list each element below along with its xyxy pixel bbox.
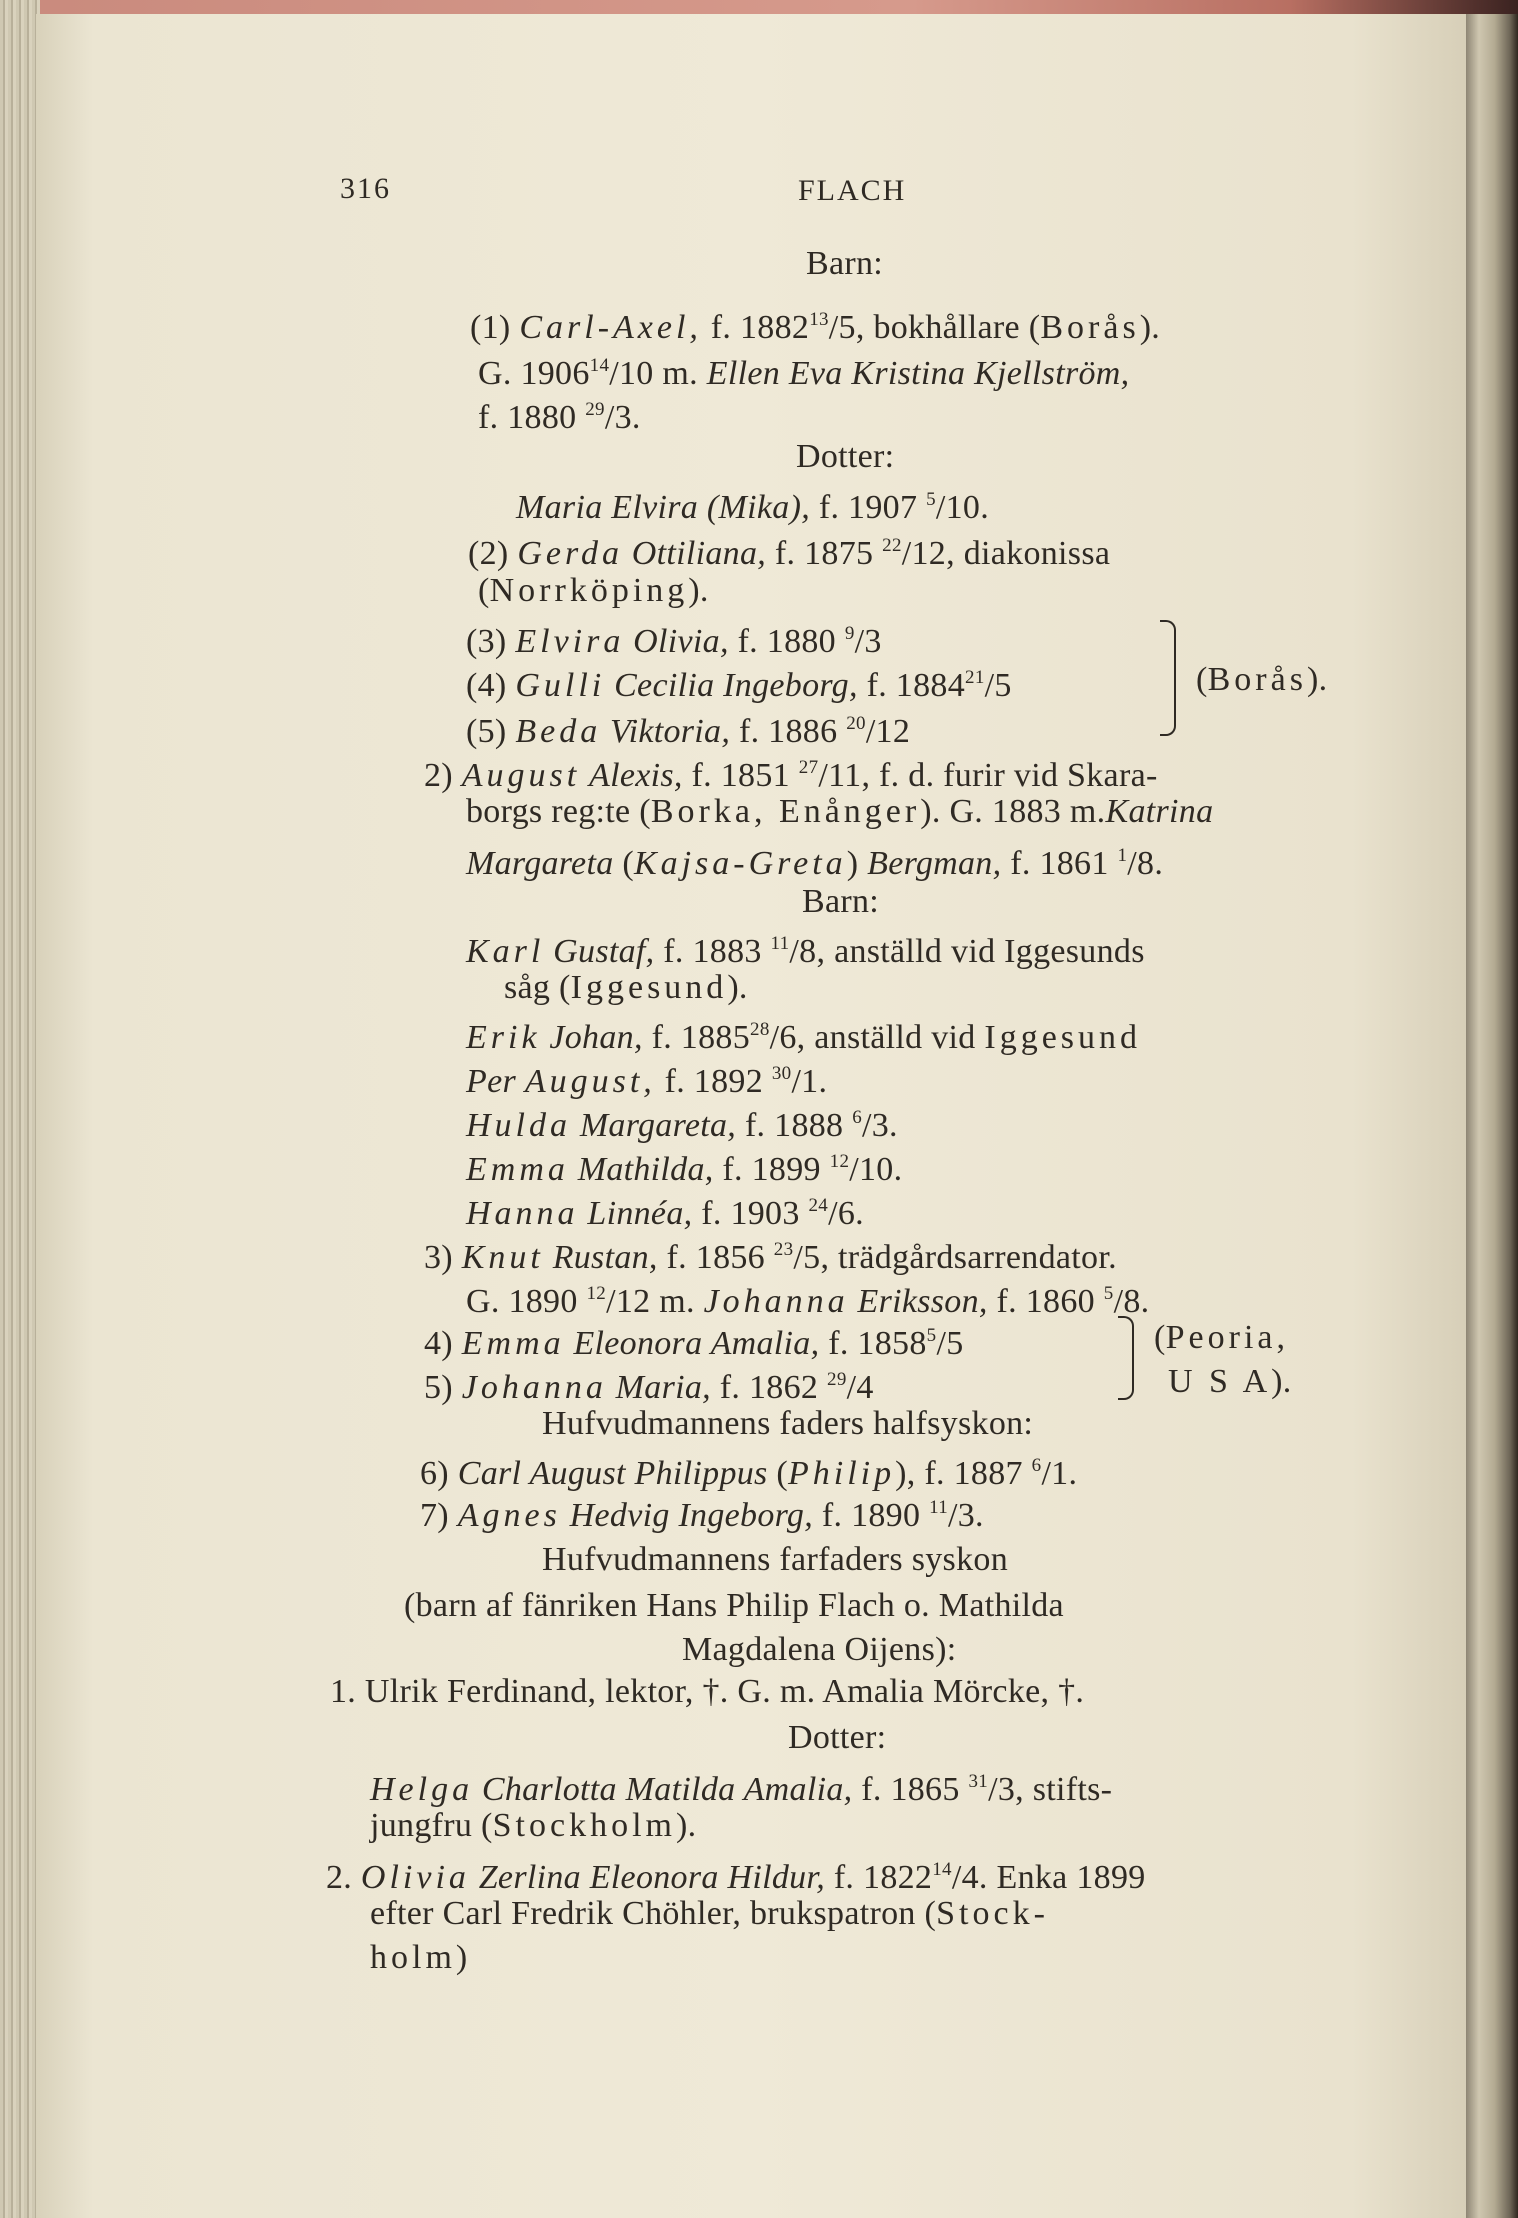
text-line: U S A). — [1168, 1363, 1292, 1400]
text-line: efter Carl Fredrik Chöhler, brukspatron (Stock- — [370, 1895, 1049, 1932]
text-line: (Norrköping). — [478, 572, 709, 609]
text-line: holm) — [370, 1939, 468, 1976]
text-line: Helga Charlotta Matilda Amalia, f. 1865 $^{31}$/3, stifts- — [370, 1771, 1113, 1808]
text-line: G. 1906$^{14}$/10 m. Ellen Eva Kristina Kjellström, — [478, 355, 1130, 392]
text-line: (Peoria, — [1154, 1319, 1289, 1356]
text-line: Karl Gustaf, f. 1883 $^{11}$/8, anställd vid Iggesunds — [466, 933, 1145, 970]
page-stack-edge — [0, 0, 40, 2218]
text-line: 2. Olivia Zerlina Eleonora Hildur, f. 1822$^{14}$/4. Enka 1899 — [326, 1859, 1146, 1896]
text-line: Hulda Margareta, f. 1888 $^6$/3. — [466, 1107, 898, 1144]
curly-brace — [1118, 1316, 1134, 1400]
text-line: Hufvudmannens faders halfsyskon: — [542, 1405, 1034, 1442]
text-line: (5) Beda Viktoria, f. 1886 $^{20}$/12 — [466, 713, 911, 750]
text-line: Erik Johan, f. 1885$^{28}$/6, anställd vid Iggesund — [466, 1019, 1142, 1056]
text-line: (2) Gerda Ottiliana, f. 1875 $^{22}$/12, diakonissa — [468, 535, 1111, 572]
text-line: (Borås). — [1196, 661, 1328, 698]
text-line: borgs reg:te (Borka, Enånger). G. 1883 m.Katrina — [466, 793, 1214, 830]
text-line: 7) Agnes Hedvig Ingeborg, f. 1890 $^{11}$/3. — [420, 1497, 984, 1534]
book-spine-edge — [1466, 14, 1518, 2218]
curly-brace — [1160, 620, 1176, 736]
text-line: Dotter: — [788, 1719, 887, 1756]
text-line: 5) Johanna Maria, f. 1862 $^{29}$/4 — [424, 1369, 874, 1406]
text-line: f. 1880 $^{29}$/3. — [478, 399, 641, 436]
text-line: G. 1890 $^{12}$/12 m. Johanna Eriksson, f. 1860 $^5$/8. — [466, 1283, 1150, 1320]
text-line: 2) August Alexis, f. 1851 $^{27}$/11, f. d. furir vid Skara- — [424, 757, 1158, 794]
text-line: (4) Gulli Cecilia Ingeborg, f. 1884$^{21}$/5 — [466, 667, 1012, 704]
text-line: Barn: — [802, 883, 880, 920]
text-line: 6) Carl August Philippus (Philip), f. 1887 $^6$/1. — [420, 1455, 1078, 1492]
text-line: såg (Iggesund). — [504, 969, 748, 1006]
text-line: Maria Elvira (Mika), f. 1907 $^5$/10. — [516, 489, 990, 526]
text-line: Emma Mathilda, f. 1899 $^{12}$/10. — [466, 1151, 903, 1188]
text-line: Dotter: — [796, 438, 895, 475]
text-line: 1. Ulrik Ferdinand, lektor, †. G. m. Amalia Mörcke, †. — [330, 1673, 1085, 1710]
text-line: Barn: — [806, 245, 884, 282]
text-line: Hanna Linnéa, f. 1903 $^{24}$/6. — [466, 1195, 864, 1232]
text-line: Margareta (Kajsa-Greta) Bergman, f. 1861 $^1$/8. — [466, 845, 1164, 882]
text-line: 4) Emma Eleonora Amalia, f. 1858$^5$/5 — [424, 1325, 964, 1362]
text-line: Hufvudmannens farfaders syskon — [542, 1541, 1008, 1578]
text-line: (1) Carl-Axel, f. 1882$^{13}$/5, bokhållare (Borås). — [470, 309, 1161, 346]
text-line: 3) Knut Rustan, f. 1856 $^{23}$/5, trädgårdsarrendator. — [424, 1239, 1117, 1276]
running-head: FLACH — [798, 174, 907, 207]
text-line: Per August, f. 1892 $^{30}$/1. — [466, 1063, 828, 1100]
text-line: jungfru (Stockholm). — [370, 1807, 697, 1844]
text-line: (barn af fänriken Hans Philip Flach o. Mathilda — [404, 1587, 1064, 1624]
text-line: (3) Elvira Olivia, f. 1880 $^9$/3 — [466, 623, 882, 660]
text-line: Magdalena Oijens): — [682, 1631, 957, 1668]
page-number: 316 — [340, 172, 391, 205]
